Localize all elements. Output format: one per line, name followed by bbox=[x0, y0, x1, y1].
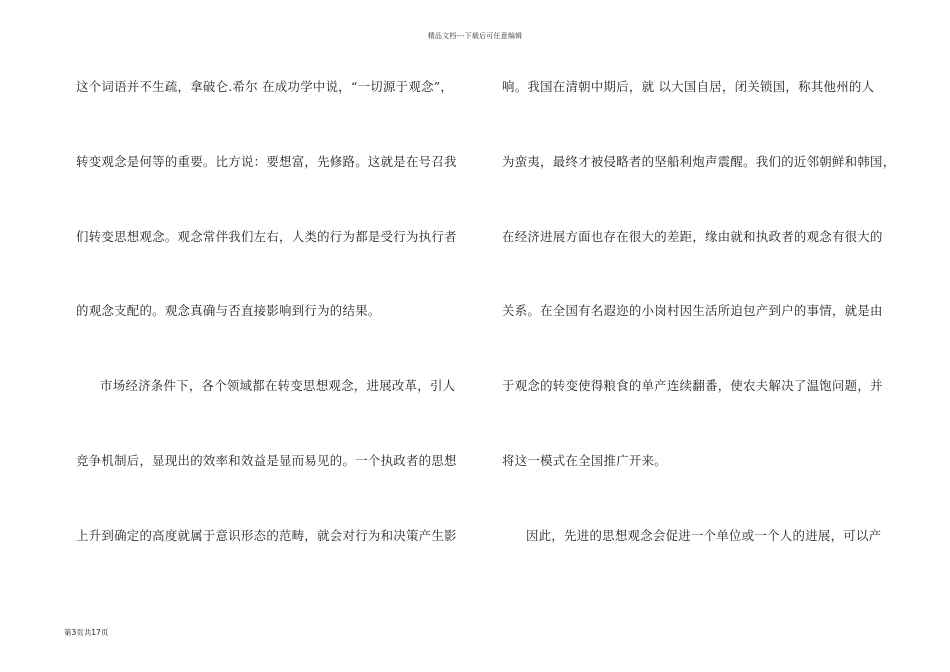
text-line: 为蛮夷，最终才被侵略者的坚船利炮声震醒。我们的近邻朝鲜和韩国， bbox=[502, 154, 896, 169]
text-line: 在经济进展方面也存在很大的差距，缘由就和执政者的观念有很大的 bbox=[502, 229, 883, 244]
text-line: 市场经济条件下，各个领域都在转变思想观念，进展改革，引人 bbox=[100, 378, 456, 393]
text-line: 将这一模式在全国推广开来。 bbox=[502, 453, 667, 468]
text-line: 关系。在全国有名遐迩的小岗村因生活所迫包产到户的事情，就是由 bbox=[502, 303, 883, 318]
page-number: 第3页共17页 bbox=[64, 628, 109, 637]
text-line: 这个词语并不生疏，拿破仑.希尔 在成功学中说，“一切源于观念”， bbox=[76, 79, 454, 94]
page-header: 精品文档---下载后可任意编辑 bbox=[427, 32, 523, 40]
text-line: 因此，先进的思想观念会促进一个单位或一个人的进展，可以产 bbox=[526, 528, 882, 543]
text-line: 们转变思想观念。观念常伴我们左右，人类的行为都是受行为执行者 bbox=[76, 229, 457, 244]
text-line: 于观念的转变使得粮食的单产连续翻番，使农夫解决了温饱问题，并 bbox=[502, 378, 883, 393]
text-line: 竞争机制后，显现出的效率和效益是显而易见的。一个执政者的思想 bbox=[76, 453, 457, 468]
text-line: 的观念支配的。观念真确与否直接影响到行为的结果。 bbox=[76, 303, 381, 318]
text-line: 响。我国在清朝中期后，就 以大国自居，闭关锁国，称其他州的人 bbox=[502, 79, 875, 94]
text-line: 上升到确定的高度就属于意识形态的范畴，就会对行为和决策产生影 bbox=[76, 528, 457, 543]
text-line: 转变观念是何等的重要。比方说：要想富，先修路。这就是在号召我 bbox=[76, 154, 457, 169]
